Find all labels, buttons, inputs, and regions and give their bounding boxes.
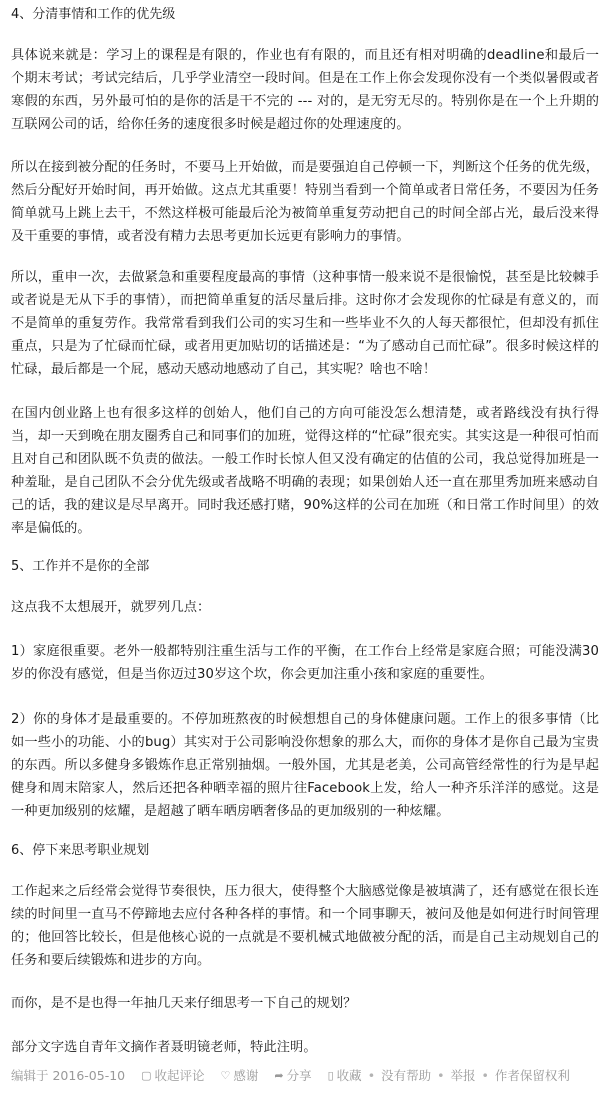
separator xyxy=(211,1066,215,1086)
paragraph: 2）你的身体才是最重要的。不停加班熬夜的时候想想自己的身体健康问题。工作上的很多事情（比如一些小的功能、小的bug）其实对于公司影响没你想象的那么大，而你的身体才是你自己最为宝贵的东西。所以多健身多锻炼作息正常别抽烟。一般外国，尤其是老美，公司高管经常性的行为是早起健身和周末陪家人，然后还把各种晒幸福的照片往Facebook上发，给人一种齐乐洋洋的感觉。这是一种更加级别的炫耀，是超越了晒车晒房晒奢侈品的更加级别的一种炫耀。 xyxy=(11,712,599,819)
comment-icon: ▢ xyxy=(141,1069,152,1082)
paragraph: 所以在接到被分配的任务时，不要马上开始做，而是要强迫自己停顿一下，判断这个任务的优先级，然后分配好开始时间，再开始做。这点尤其重要！特别当看到一个简单或者日常任务，不要因为任务简单就马上跳上去干，不然这样极可能最后沦为被简单重复劳动把自己的时间全部占光，最后没来得及干重要的事情，或者没有精力去思考更加长远更有影响力的事情。 xyxy=(11,160,599,244)
paragraph: 1）家庭很重要。老外一般都特别注重生活与工作的平衡，在工作台上经常是家庭合照；可能没满30岁的你没有感觉，但是当你迈过30岁这个坎，你会更加注重小孩和家庭的重要性。 xyxy=(11,644,599,682)
paragraph: 在国内创业路上也有很多这样的创始人，他们自己的方向可能没怎么想清楚，或者路线没有执行得当，却一天到晚在朋友圈秀自己和同事们的加班，觉得这样的“忙碌”很充实。其实这是一种很可怕而且对自己和团队既不负责的做法。一般工作时长惊人但又没有确定的估值的公司，我总觉得加班是一种羞耻，是自己团队不会分优先级或者战略不明确的表现；如果创始人还一直在那里秀加班来感动自己的话，我的建议是尽早离开。同时我还感打赌，90%这样的公司在加班（和日常工作时间里）的效率是偏低的。 xyxy=(11,406,599,536)
paragraph: 所以，重申一次，去做紧急和重要程度最高的事情（这种事情一般来说不是很愉悦，甚至是比较棘手或者说是无从下手的事情），而把简单重复的活尽量后排。这时你才会发现你的忙碌是有意义的，而不是简单的重复劳作。我常常看到我们公司的实习生和一些毕业不久的人每天都很忙，但却没有抓住重点，只是为了忙碌而忙碌，或者用更加贴切的话描述是：“为了感动自己而忙碌”。很多时候这样的忙碌，最后都是一个屁，感动天感动地感动了自己，其实呢？啥也不啥！ xyxy=(11,270,599,377)
separator-dot: • xyxy=(481,1068,489,1083)
rights-notice: 作者保留权利 xyxy=(494,1068,570,1083)
paragraph: 部分文字选自青年文摘作者聂明镜老师，特此注明。 xyxy=(11,1040,317,1055)
share-button[interactable] xyxy=(274,1066,311,1086)
section-heading-5: 5、工作并不是你的全部 xyxy=(11,559,150,574)
paragraph: 这点我不太想展开，就罗列几点： xyxy=(11,600,211,615)
share-label: 分享 xyxy=(286,1068,312,1083)
separator xyxy=(264,1066,268,1086)
separator xyxy=(318,1066,322,1086)
paragraph: 工作起来之后经常会觉得节奏很快，压力很大，使得整个大脑感觉像是被填满了，还有感觉在很长连续的时间里一直马不停蹄地去应付各种各样的事情。和一个同事聊天，被问及他是如何进行时间管理的；他回答比较长，但是他核心说的一点就是不要机械式地做被分配的活，而是自己主动规划自己的任务和要后续锻炼和进步的方向。 xyxy=(11,884,599,968)
share-icon: ➦ xyxy=(274,1069,284,1082)
bookmark-icon: ▯ xyxy=(327,1069,334,1082)
paragraph: 而你，是不是也得一年抽几天来仔细思考一下自己的规划？ xyxy=(11,996,357,1011)
separator-dot: • xyxy=(367,1068,376,1083)
separator-dot: • xyxy=(437,1068,445,1083)
no-help-button[interactable]: 没有帮助 xyxy=(381,1068,432,1083)
separator xyxy=(131,1066,135,1086)
section-heading-4: 4、分清事情和工作的优先级 xyxy=(11,7,176,22)
answer-actions-bar xyxy=(11,1066,601,1086)
report-button[interactable]: 举报 xyxy=(450,1068,476,1083)
favorite-label: 收藏 xyxy=(336,1068,362,1083)
heart-icon: ♡ xyxy=(220,1069,231,1082)
paragraph: 具体说来就是：学习上的课程是有限的，作业也有有限的，而且还有相对明确的deadline和最后一个期末考试；考试完结后，几乎学业清空一段时间。但是在工作上你会发现你没有一个类似暑假或者寒假的东西，另外最可怕的是你的活是干不完的 --- 对的，是无穷无尽的。特别你是在一个上升期的互联网公司的话，给你任务的速度很多时候是超过你的处理速度的。 xyxy=(11,48,599,132)
section-heading-6: 6、停下来思考职业规划 xyxy=(11,843,150,858)
thanks-button[interactable] xyxy=(221,1066,259,1086)
edit-date: 编辑于 2016-05-10 xyxy=(11,1068,126,1083)
thanks-label: 感谢 xyxy=(233,1068,259,1083)
collapse-comments-label: 收起评论 xyxy=(154,1068,205,1083)
collapse-comments-button[interactable] xyxy=(141,1066,204,1086)
favorite-button[interactable] xyxy=(328,1066,362,1086)
